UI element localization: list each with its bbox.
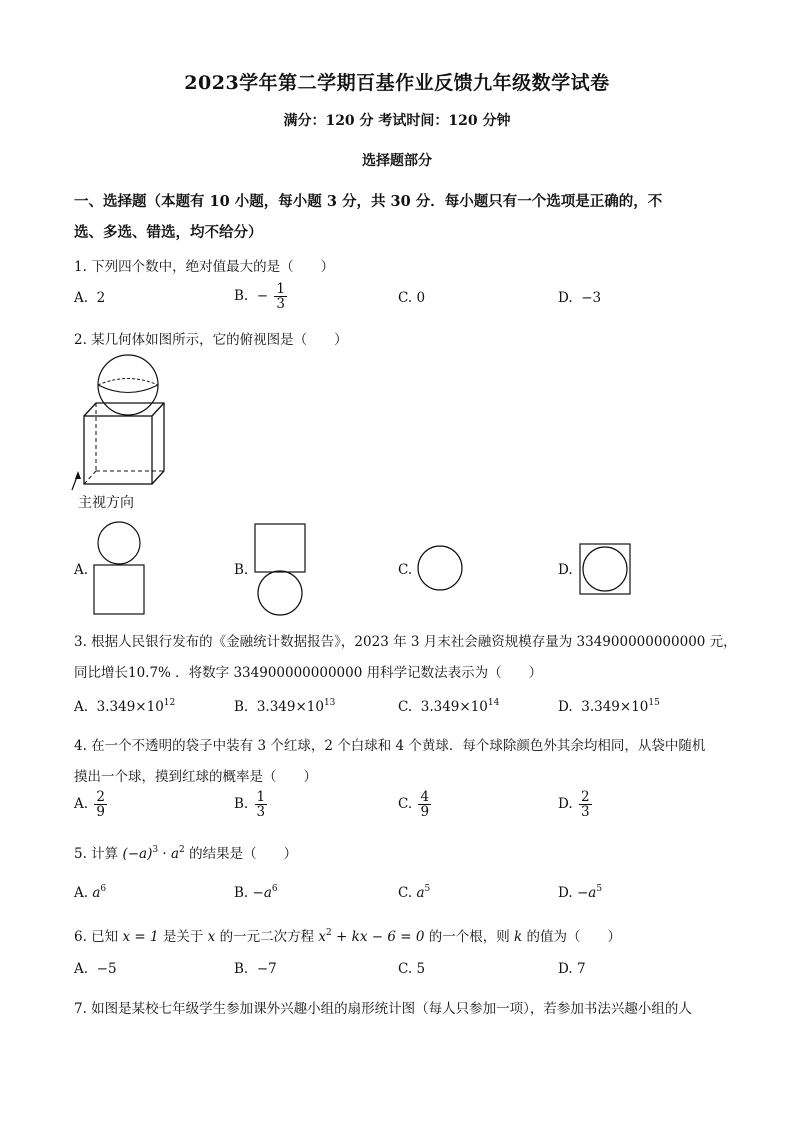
q3-option-a [74,698,175,715]
option-label: D. [558,290,573,306]
option-value: −3 [581,290,602,306]
q5-option-b [234,884,278,901]
q5-option-d [558,884,602,901]
q6-option-a [74,961,117,977]
option-label: A. [74,796,89,813]
option-label: D. [558,699,573,715]
q2-option-c-figure [414,542,469,597]
q4-option-c [398,790,433,819]
q2-option-c-label: C. [398,562,413,578]
option-label: D. [558,885,573,901]
q6-text: 的一个根，则 [428,929,510,945]
q3-option-d [558,698,660,715]
q2-option-a-label: A. [74,562,89,578]
fraction [255,790,268,819]
option-label: C. [398,961,413,977]
option-value: −7 [256,961,277,977]
option-base: 3.349×10 [96,699,164,715]
q1-option-b [234,282,289,311]
fraction [94,790,107,819]
q2-option-b-label: B. [234,562,249,578]
fraction [579,790,592,819]
q4-option-b [234,790,269,819]
option-exponent: 15 [648,698,660,708]
option-value: 7 [576,961,586,977]
numerator: 4 [420,789,430,805]
q5-expr-mid: · a [158,846,180,862]
q5-stem [74,842,297,862]
option-label: C. [398,290,413,306]
q1-stem: 1. 下列四个数中，绝对值最大的是（ ） [74,259,335,275]
q6-math: x [207,929,216,945]
numerator: 1 [256,789,266,805]
option-base: −a [576,885,597,901]
option-label: C. [398,885,413,901]
option-value: −5 [96,961,117,977]
option-value: 0 [416,290,426,306]
q2-option-d-figure [578,542,634,598]
q4-stem-line1: 4. 在一个不透明的袋子中装有 3 个红球，2 个白球和 4 个黄球．每个球除颜色外其余均相同，从袋中随机 [74,738,706,754]
option-label: A. [74,885,89,901]
q4-stem-line2: 摸出一个球，摸到红球的概率是（ ） [74,769,317,785]
q3-stem-line2: 同比增长10.7% ．将数字 334900000000000 用科学记数法表示为（ ） [74,665,543,681]
q2-stem: 2. 某几何体如图所示，它的俯视图是（ ） [74,332,348,348]
q7-stem-line1: 7. 如图是某校七年级学生参加课外兴趣小组的扇形统计图（每人只参加一项），若参加书法兴趣小组的人 [74,1001,692,1017]
option-label: A. [74,961,89,977]
option-label: A. [74,699,89,715]
q6-text: 的值为（ ） [526,929,621,945]
q1-option-a [74,290,105,306]
page-title: 2023学年第二学期百基作业反馈九年级数学试卷 [184,72,610,94]
option-value: 5 [416,961,426,977]
geometry-solid-figure [66,350,176,500]
q5-expr-exp2: 2 [179,845,185,855]
exam-info: 满分：120 分 考试时间：120 分钟 [283,113,511,129]
option-base: −a [252,885,272,901]
option-exponent: 5 [424,884,431,894]
q1-option-d [558,290,601,306]
option-base: 3.349×10 [420,699,488,715]
q5-prefix: 5. 计算 [74,846,119,862]
option-label: D. [558,961,573,977]
option-exponent: 13 [323,698,336,708]
q6-math-exponent: 2 [326,928,332,938]
option-label: D. [558,796,573,813]
denominator: 9 [96,804,105,821]
denominator: 3 [580,804,590,821]
q5-option-c [398,884,430,901]
fraction [274,282,287,311]
q5-suffix: 的结果是（ ） [189,846,298,862]
q6-math: k [514,929,523,945]
option-value: 2 [96,290,106,306]
q2-option-a-figure [92,522,152,617]
numerator: 2 [580,789,590,805]
option-exponent: 12 [163,698,176,708]
q6-math: + kx − 6 = 0 [331,929,425,945]
q3-option-c [398,698,499,715]
q4-option-d [558,790,594,819]
q5-expr-base: (−a) [122,846,153,862]
option-base: 3.349×10 [581,699,649,715]
q3-stem-line1: 3. 根据人民银行发布的《金融统计数据报告》，2023 年 3 月末社会融资规模存量为 334900000000000 元， [74,634,737,650]
section-heading-line2: 选、多选、错选，均不给分） [74,224,263,241]
q4-option-a [74,790,109,819]
part-heading: 选择题部分 [362,153,432,169]
option-exponent: 5 [596,884,603,894]
option-exponent: 6 [100,884,107,894]
q2-option-d-label: D. [558,562,573,578]
option-label: C. [398,699,413,715]
q1-option-c [398,290,425,306]
option-exponent: 6 [271,884,278,894]
fraction [418,790,431,819]
q2-option-b-figure [252,522,312,617]
q3-option-b [234,698,335,715]
q6-text: 是关于 [162,929,204,945]
numerator: 1 [276,281,286,297]
option-base: 3.349×10 [256,699,324,715]
option-label: C. [398,796,413,813]
denominator: 3 [256,804,266,821]
denominator: 3 [276,296,286,313]
option-label: A. [74,290,89,306]
view-direction-label: 主视方向 [78,495,134,511]
q6-math: x = 1 [122,929,159,945]
q5-expr-exp1: 3 [152,845,159,855]
denominator: 9 [420,804,430,821]
q5-option-a [74,884,106,901]
option-sign: − [256,288,269,305]
section-heading-line1: 一、选择题（本题有 10 小题，每小题 3 分，共 30 分．每小题只有一个选项是正确的，不 [74,193,663,210]
option-label: B. [234,288,249,305]
option-label: B. [234,961,249,977]
option-base: a [416,885,425,901]
option-label: B. [234,699,249,715]
numerator: 2 [96,789,105,805]
q6-option-c [398,961,425,977]
option-label: B. [234,796,249,813]
option-label: B. [234,885,249,901]
q6-stem [74,925,621,945]
option-exponent: 14 [487,698,500,708]
q6-option-d [558,961,586,977]
q6-option-b [234,961,277,977]
q6-text: 6. 已知 [74,929,119,945]
option-base: a [92,885,101,901]
q6-math: x [318,929,327,945]
q6-text: 的一元二次方程 [219,929,315,945]
